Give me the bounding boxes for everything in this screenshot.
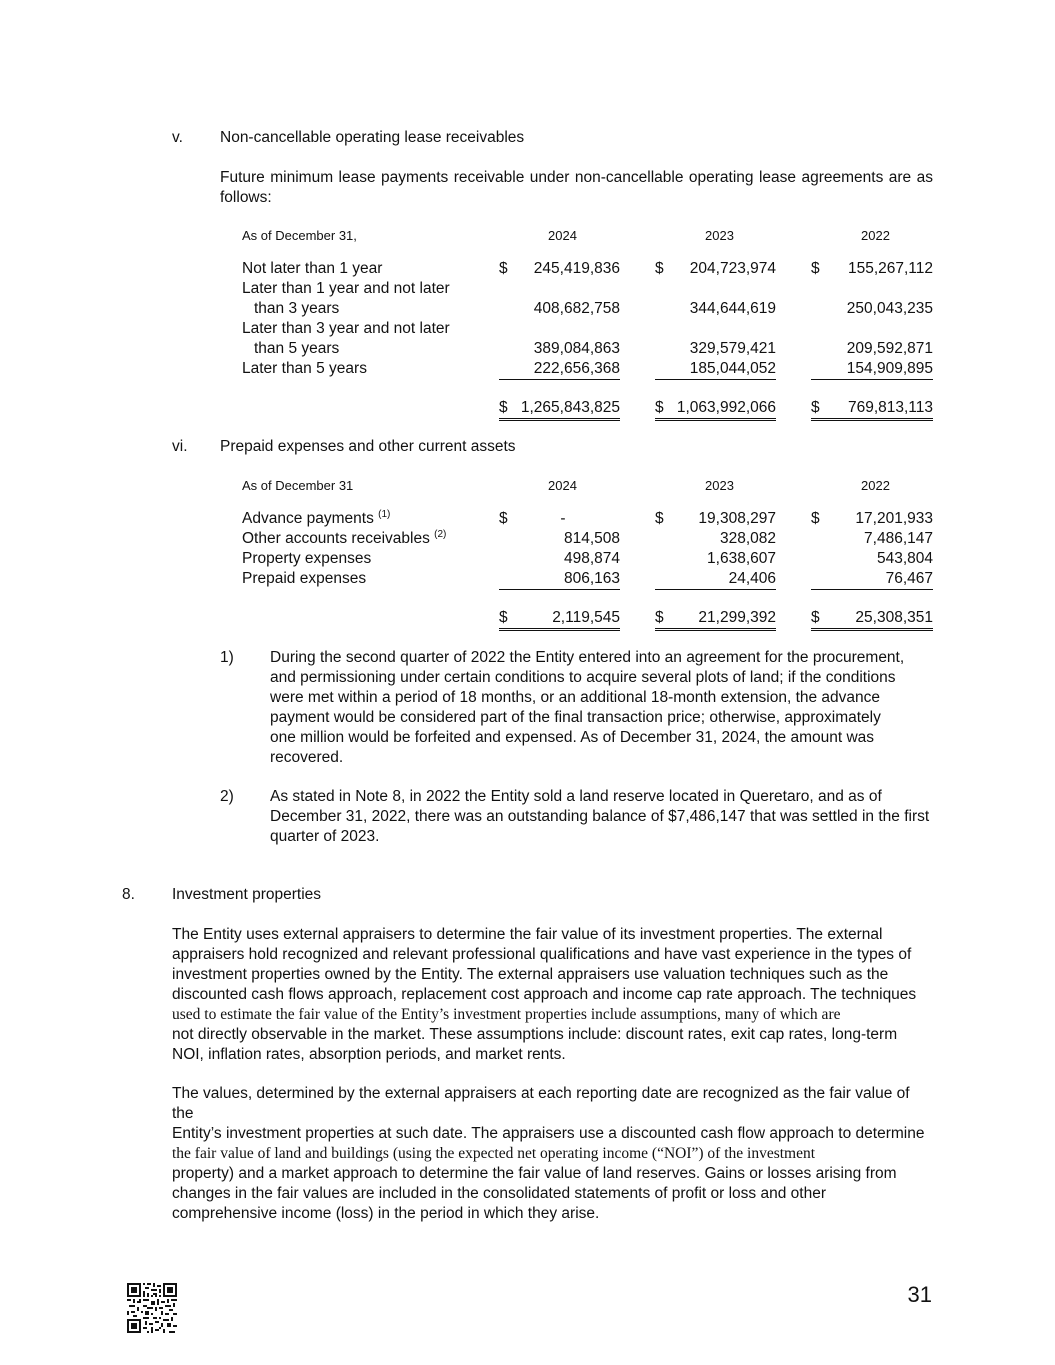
prepaid-table-row [0,569,1055,589]
total-2023: 1,063,992,066 [655,398,776,421]
page-number: 31 [907,1282,932,1307]
section-vi-number: vi. [172,438,188,455]
value-2023: 344,644,619 [689,300,776,317]
note-1-text [270,648,935,768]
value-2024: 389,084,863 [533,340,620,357]
currency-symbol: $ [811,510,820,527]
row-label-continuation: than 3 years [254,300,340,317]
row-label-text: Other accounts receivables [242,530,430,547]
row-label: Prepaid expenses [242,570,367,587]
currency-symbol: $ [811,399,820,416]
paragraph-line: The Entity uses external appraisers to determine the fair value of its investment properties. The external [172,926,883,943]
value-2024: 814,508 [563,530,620,547]
row-label-continuation: than 5 years [254,340,340,357]
section-v-number: v. [172,129,183,146]
currency-symbol: $ [655,609,664,626]
prepaid-table-header-2024: 2024 [548,478,577,493]
value-2023: 329,579,421 [689,340,776,357]
value-2023: 328,082 [719,530,776,547]
note-line: During the second quarter of 2022 the Entity entered into an agreement for the procurement, [270,649,905,666]
note-2-text [270,787,935,847]
qr-code-icon [127,1283,177,1333]
value-2023: 19,308,297 [698,510,776,527]
prepaid-table-row [0,549,1055,569]
lease-table-row [0,299,1055,319]
paragraph-line: The values, determined by the external appraisers at each reporting date are recognized as the fair value of the [172,1085,910,1122]
lease-table-row [0,259,1055,279]
section-8-title: Investment properties [172,886,322,903]
currency-symbol: $ [499,609,508,626]
value-2023: 185,044,052 [655,359,776,380]
footnote-ref: (1) [378,509,391,520]
total-2024: 2,119,545 [499,608,620,631]
paragraph-line: comprehensive income (loss) in the period in which they arise. [172,1205,600,1222]
lease-table-header-2022: 2022 [861,228,890,243]
lease-table-row [0,359,1055,379]
value-2024: 408,682,758 [533,300,620,317]
paragraph-line: appraisers hold recognized and relevant professional qualifications and have vast experience in the types of [172,946,912,963]
row-label: Not later than 1 year [242,260,383,277]
section-8-paragraph-1 [172,925,934,1065]
currency-symbol: $ [655,260,664,277]
currency-symbol: $ [811,609,820,626]
value-2022: 7,486,147 [864,530,933,547]
currency-symbol: $ [655,399,664,416]
paragraph-line: changes in the fair values are included in the consolidated statements of profit or loss and other [172,1185,826,1202]
note-line: were met within a period of 18 months, or an additional 18-month extension, the advance [270,689,881,706]
currency-symbol: $ [499,260,508,277]
paragraph-line: NOI, inflation rates, absorption periods, and market rents. [172,1046,566,1063]
prepaid-table-row [0,509,1055,529]
value-2023: 204,723,974 [689,260,776,277]
lease-table-header-2023: 2023 [705,228,734,243]
note-line: quarter of 2023. [270,828,380,845]
total-2024: 1,265,843,825 [499,398,620,421]
value-2022: 17,201,933 [855,510,933,527]
row-label: Later than 5 years [242,360,367,377]
value-2024: 498,874 [563,550,620,567]
row-label [242,509,390,529]
note-line: December 31, 2022, there was an outstanding balance of $7,486,147 that was settled in the first [270,808,930,825]
total-2022: 25,308,351 [811,608,933,631]
value-2022: 543,804 [876,550,933,567]
prepaid-table-header-2023: 2023 [705,478,734,493]
lease-table-header-label: As of December 31, [242,228,357,243]
section-vi-title: Prepaid expenses and other current assets [220,438,516,455]
lease-table-total-row [0,398,1055,418]
row-label [242,529,446,549]
note-line: recovered. [270,749,344,766]
row-label: Property expenses [242,550,372,567]
row-label: Later than 1 year and not later [242,280,450,297]
note-line: As stated in Note 8, in 2022 the Entity sold a land reserve located in Queretaro, and as of [270,788,882,805]
value-2022: 76,467 [811,569,933,590]
currency-symbol: $ [811,260,820,277]
value-2022: 250,043,235 [846,300,933,317]
row-label: Later than 3 year and not later [242,320,450,337]
row-label-text: Advance payments [242,510,374,527]
paragraph-line: discounted cash flows approach, replacement cost approach and income cap rate approach. The techniques [172,986,917,1003]
note-1-number: 1) [220,649,234,666]
prepaid-table-header-label: As of December 31 [242,478,354,493]
value-2022: 155,267,112 [847,260,933,277]
value-2024: 222,656,368 [499,359,620,380]
prepaid-table-row [0,529,1055,549]
section-v-title: Non-cancellable operating lease receivables [220,129,525,146]
note-line: one million would be forfeited and expensed. As of December 31, 2024, the amount was [270,729,875,746]
currency-symbol: $ [499,510,508,527]
section-8-paragraph-2 [172,1084,934,1224]
lease-table-header-2024: 2024 [548,228,577,243]
paragraph-line: the fair value of land and buildings (using the expected net operating income (“NOI”) of the investment [172,1145,816,1162]
note-line: payment would be considered part of the final transaction price; otherwise, approximately [270,709,881,726]
currency-symbol: $ [655,510,664,527]
paragraph-line: used to estimate the fair value of the Entity’s investment properties include assumptions, many of which are [172,1006,841,1023]
value-2023: 24,406 [655,569,776,590]
value-2022: 209,592,871 [846,340,933,357]
total-2023: 21,299,392 [655,608,776,631]
note-2-number: 2) [220,788,234,805]
paragraph-line: not directly observable in the market. These assumptions include: discount rates, exit cap rates, long-term [172,1026,898,1043]
note-line: and permissioning under certain conditions to acquire several plots of land; if the conditions [270,669,896,686]
value-2024: - [560,510,566,527]
prepaid-table-header-2022: 2022 [861,478,890,493]
value-2024: 245,419,836 [533,260,620,277]
total-2022: 769,813,113 [811,398,933,421]
paragraph-line: Entity’s investment properties at such date. The appraisers use a discounted cash flow approach to determine [172,1125,925,1142]
prepaid-table-total-row [0,608,1055,628]
currency-symbol: $ [499,399,508,416]
lease-table-row [0,339,1055,359]
footnote-ref: (2) [434,529,447,540]
section-v-intro: Future minimum lease payments receivable under non-cancellable operating lease agreements are as follows: [220,169,933,206]
paragraph-line: investment properties owned by the Entity. The external appraisers use valuation techniques such as the [172,966,889,983]
value-2023: 1,638,607 [707,550,776,567]
value-2022: 154,909,895 [811,359,933,380]
paragraph-line: property) and a market approach to determine the fair value of land reserves. Gains or losses arising from [172,1165,897,1182]
section-8-number: 8. [122,886,135,903]
value-2024: 806,163 [499,569,620,590]
